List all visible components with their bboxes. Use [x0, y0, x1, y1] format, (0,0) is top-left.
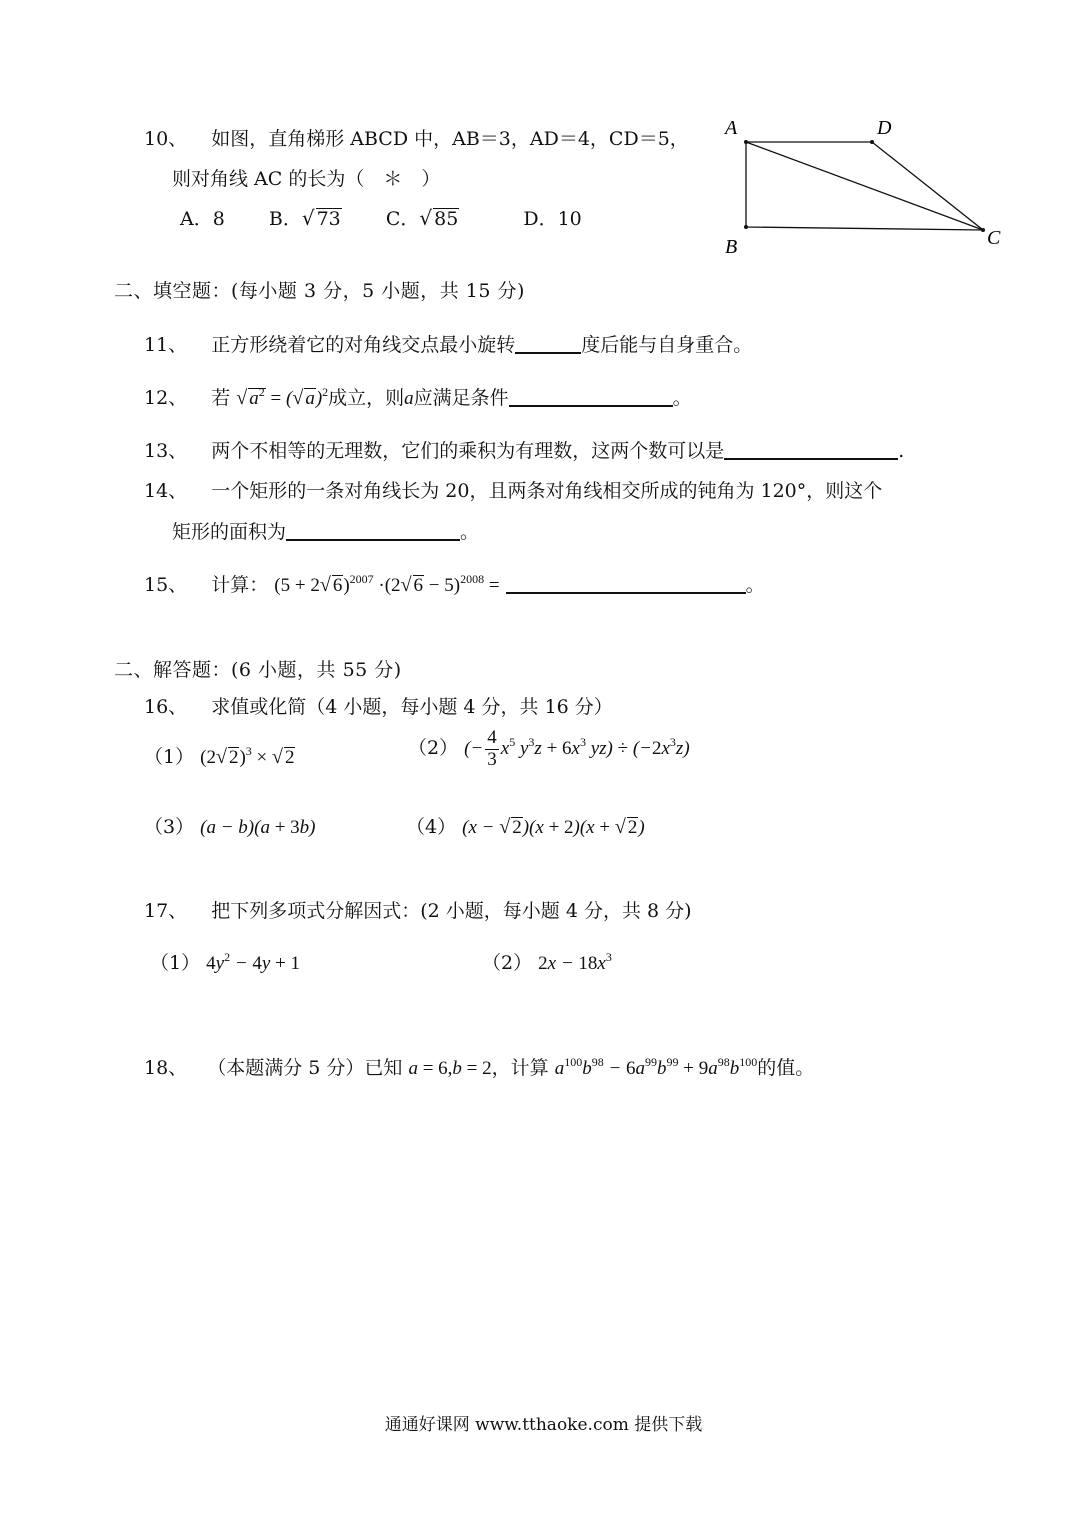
diagonal-ac	[746, 142, 983, 230]
q16-part3: （3） (a − b)(a + 3b)	[144, 816, 316, 838]
section-fill-in-title: 二、填空题：(每小题 3 分，5 小题，共 15 分)	[114, 280, 525, 302]
q16-part4: （4） (x − √ 2)(x + 2)(x + √ 2)	[406, 816, 645, 838]
label-a: A	[725, 117, 738, 139]
q17-part1: （1） $4y^2 - 4y + 1$	[150, 950, 301, 974]
q12-formula: √ $a^2$ = (√ a)$^2$	[236, 385, 329, 409]
q10-text2: 则对角线 AC 的长为（ ＊ ）	[172, 168, 441, 190]
q11: 11、 正方形绕着它的对角线交点最小旋转 度后能与自身重合。	[144, 334, 753, 356]
q15-formula: (5 + 2√ 6)$^{2007}$ ·(2√ 6 − 5)$^{2008}$ =	[274, 572, 500, 596]
page-footer: 通通好课网 www.tthaoke.com 提供下载	[384, 1415, 703, 1435]
q14-line2: 矩形的面积为 。	[172, 521, 480, 543]
q17-part2: （2） $2x - 18x^3$	[482, 950, 612, 974]
q13: 13、 两个不相等的无理数，它们的乘积为有理数，这两个数可以是 .	[144, 440, 905, 462]
q14-line1: 14、 一个矩形的一条对角线长为 20，且两条对角线相交所成的钝角为 120°，则这个	[144, 480, 883, 502]
q10-option-c: C．√ 85	[385, 206, 459, 230]
q14-blank	[286, 521, 460, 541]
q18: 18、 （本题满分 5 分）已知 a = 6,b = 2，计算 $a^{100}b^{98} - 6a^{99}b^{99} + 9a^{98}b^{100}$的值。	[144, 1055, 815, 1079]
q10-line1	[144, 124, 689, 151]
q10-option-d: D．10	[523, 208, 582, 230]
q12: 12、 若 √ $a^2$ = (√ a)$^2$成立，则a应满足条件 。	[144, 385, 692, 409]
q10-option-a: A．8	[180, 208, 225, 230]
q15: 15、 计算： (5 + 2√ 6)$^{2007}$ ·(2√ 6 − 5)$^{2008}$ = 。	[144, 572, 765, 596]
q10-text1: 如图，直角梯形 ABCD 中，AB＝3，AD＝4，CD＝5，	[211, 128, 689, 150]
q12-blank	[509, 387, 673, 407]
q16: 16、 求值或化简（4 小题，每小题 4 分，共 16 分）	[144, 696, 613, 718]
trapezoid-figure	[715, 110, 1015, 260]
q16-part1: （1） (2√ 2)$^3$ × √ 2	[144, 744, 295, 768]
q10-number: 10、	[144, 128, 188, 150]
q15-blank	[506, 574, 746, 594]
q10-options	[180, 204, 582, 231]
q17: 17、 把下列多项式分解因式：(2 小题，每小题 4 分，共 8 分)	[144, 900, 692, 922]
q11-blank	[515, 334, 581, 354]
q10-option-b: B．√ 73	[268, 206, 341, 230]
label-b: B	[725, 236, 738, 258]
section-answer-title: 二、解答题：(6 小题，共 55 分)	[114, 659, 402, 681]
q16-part2: （2） (− $\frac{4}{3}$ $x^5$ $y^3z + 6x^3$ $yz) \div (-2x^3z)$	[408, 727, 690, 770]
label-c: C	[987, 227, 1001, 249]
q13-blank	[724, 440, 898, 460]
label-d: D	[877, 117, 892, 139]
